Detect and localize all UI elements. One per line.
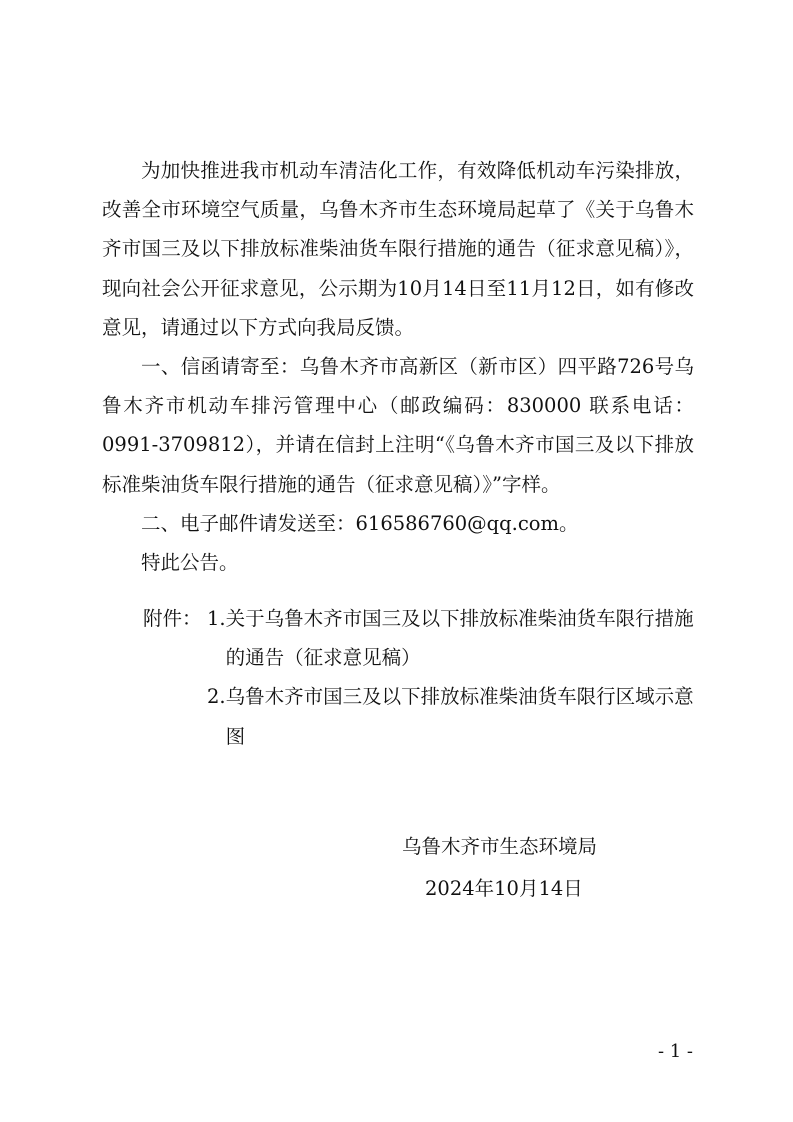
attachment-number: 1. [207, 607, 226, 630]
closing-paragraph: 特此公告。 [141, 551, 239, 575]
mail-paragraph: 一、信函请寄至：乌鲁木齐市高新区（新市区）四平路726号乌鲁木齐市机动车排污管理中心（邮政编码：830000 联系电话：0991-3709812），并请在信封上注明“《乌鲁木齐市国三及以下排放标准柴油货车限行措施的通告（征求意见稿）》”字样。 [102, 355, 694, 496]
page-number: - 1 - [657, 1041, 693, 1062]
issue-date: 2024年10月14日 [425, 877, 583, 900]
issuing-organization: 乌鲁木齐市生态环境局 [402, 835, 598, 858]
attachment-item [207, 677, 703, 755]
notice-body [102, 151, 694, 582]
attachments-section [143, 599, 703, 756]
attachment-title: 乌鲁木齐市国三及以下排放标准柴油货车限行区域示意图 [225, 685, 694, 748]
signature-block [380, 826, 680, 910]
attachment-item [207, 599, 703, 677]
attachment-number: 2. [207, 685, 226, 709]
email-paragraph: 二、电子邮件请发送至：616586760@qq.com。 [141, 511, 579, 535]
attachments-label: 附件： [143, 607, 202, 630]
intro-paragraph: 为加快推进我市机动车清洁化工作，有效降低机动车污染排放，改善全市环境空气质量，乌鲁木齐市生态环境局起草了《关于乌鲁木齐市国三及以下排放标准柴油货车限行措施的通告（征求意见稿）》，现向社会公开征求意见，公示期为10月14日至11月12日，如有修改意见，请通过以下方式向我局反馈。 [102, 159, 694, 339]
attachment-title: 关于乌鲁木齐市国三及以下排放标准柴油货车限行措施的通告（征求意见稿） [225, 607, 694, 670]
